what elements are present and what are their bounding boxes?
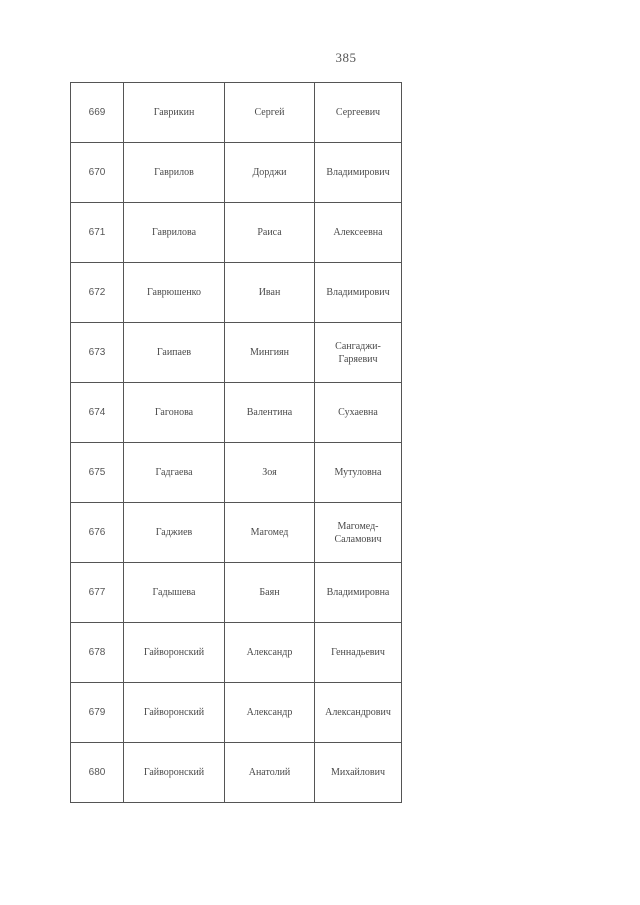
patronymic-cell: Алексеевна [315,203,402,263]
row-number-cell: 674 [71,383,124,443]
first-name-cell: Иван [225,263,315,323]
patronymic-cell: Михайлович [315,743,402,803]
first-name-cell: Сергей [225,83,315,143]
last-name-cell: Гаипаев [124,323,225,383]
row-number-cell: 677 [71,563,124,623]
names-table-body [71,83,402,803]
page-number: 385 [335,50,357,65]
last-name-cell: Гаврилова [124,203,225,263]
row-number-cell: 670 [71,143,124,203]
last-name-cell: Гайворонский [124,683,225,743]
last-name-cell: Гаджиев [124,503,225,563]
first-name-cell: Баян [225,563,315,623]
first-name-cell: Мингиян [225,323,315,383]
patronymic-cell: Сухаевна [315,383,402,443]
table-row [71,743,402,803]
row-number-cell: 676 [71,503,124,563]
row-number-cell: 671 [71,203,124,263]
table-row [71,143,402,203]
first-name-cell: Александр [225,683,315,743]
row-number-cell: 679 [71,683,124,743]
row-number-cell: 680 [71,743,124,803]
table-row [71,203,402,263]
table-row [71,443,402,503]
patronymic-cell: Владимировна [315,563,402,623]
last-name-cell: Гаврюшенко [124,263,225,323]
table-row [71,503,402,563]
table-row [71,323,402,383]
names-table [70,82,402,803]
patronymic-cell: Мутуловна [315,443,402,503]
last-name-cell: Гайворонский [124,623,225,683]
row-number-cell: 672 [71,263,124,323]
row-number-cell: 673 [71,323,124,383]
patronymic-cell: Сангаджи-Гаряевич [315,323,402,383]
first-name-cell: Зоя [225,443,315,503]
last-name-cell: Гадгаева [124,443,225,503]
row-number-cell: 678 [71,623,124,683]
last-name-cell: Гаврилов [124,143,225,203]
patronymic-cell: Магомед-Саламович [315,503,402,563]
table-row [71,263,402,323]
row-number-cell: 675 [71,443,124,503]
table-row [71,563,402,623]
patronymic-cell: Геннадьевич [315,623,402,683]
last-name-cell: Гаврикин [124,83,225,143]
first-name-cell: Александр [225,623,315,683]
last-name-cell: Гагонова [124,383,225,443]
first-name-cell: Раиса [225,203,315,263]
table-row [71,83,402,143]
first-name-cell: Дорджи [225,143,315,203]
first-name-cell: Анатолий [225,743,315,803]
first-name-cell: Магомед [225,503,315,563]
row-number-cell: 669 [71,83,124,143]
table-row [71,623,402,683]
patronymic-cell: Александрович [315,683,402,743]
patronymic-cell: Владимирович [315,143,402,203]
last-name-cell: Гадышева [124,563,225,623]
patronymic-cell: Сергеевич [315,83,402,143]
table-row [71,383,402,443]
first-name-cell: Валентина [225,383,315,443]
last-name-cell: Гайворонский [124,743,225,803]
patronymic-cell: Владимирович [315,263,402,323]
table-row [71,683,402,743]
